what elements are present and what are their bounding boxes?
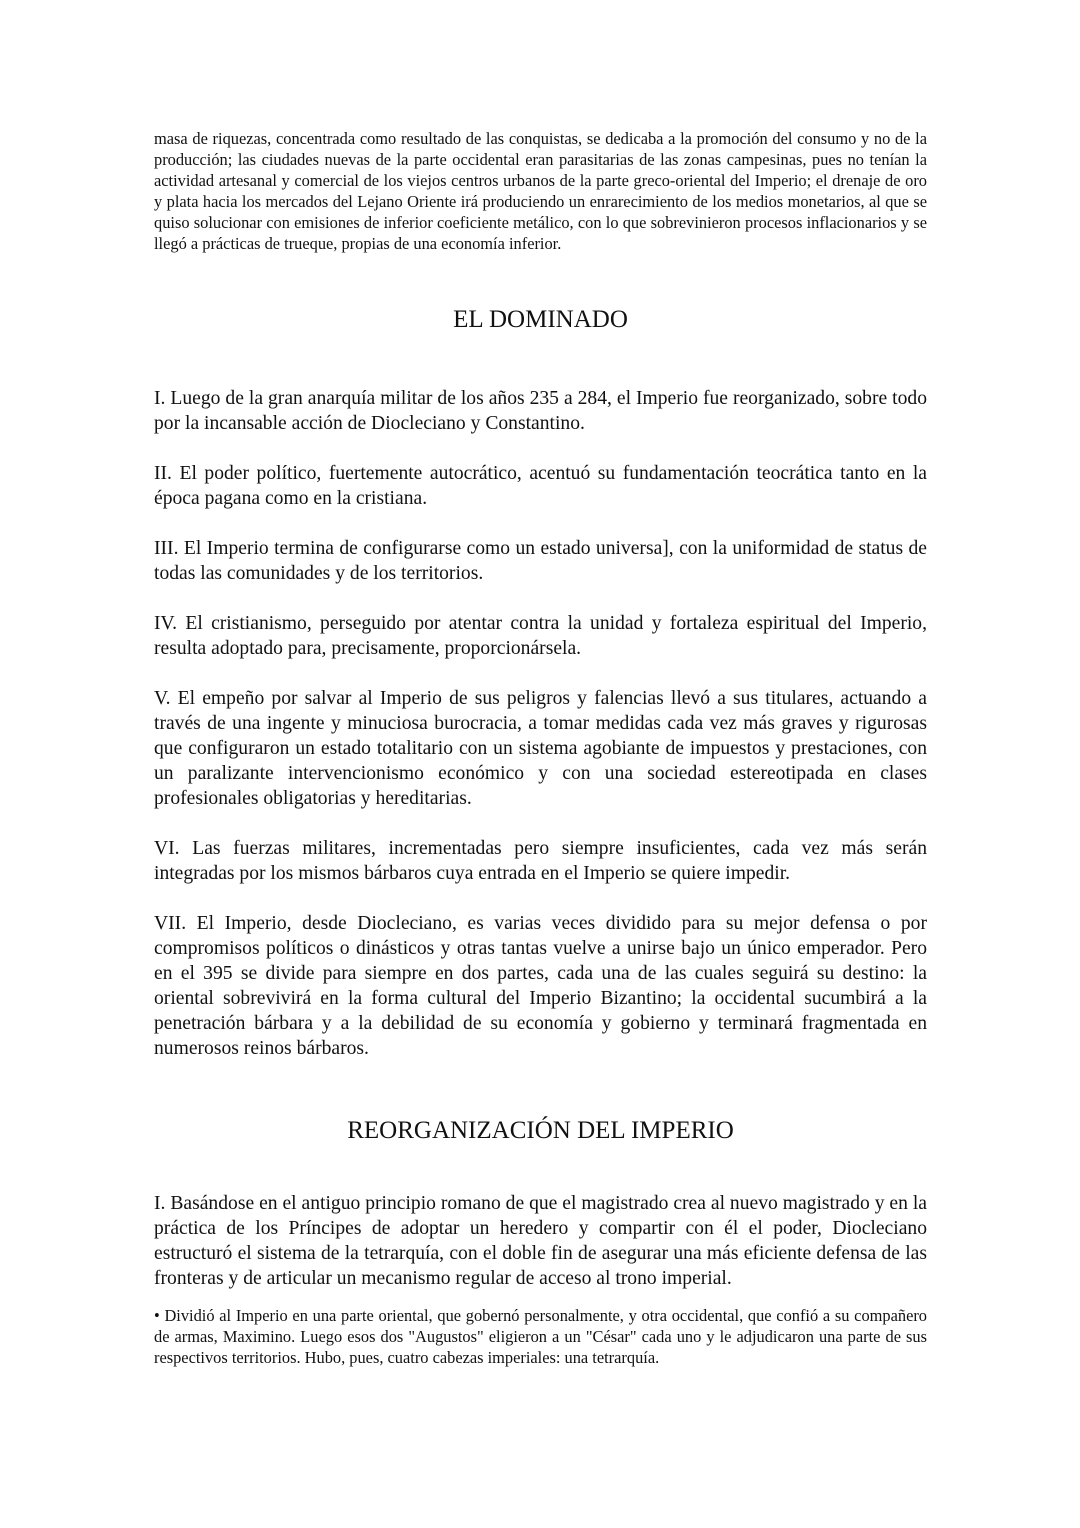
reorganizacion-note: • Dividió al Imperio en una parte oriental, que gobernó personalmente, y otra occidental, que confió a su compañero de armas, Maximino. Luego esos dos "Augustos" eligieron a un "César" cada uno y le adjudicaron una parte de sus respectivos territorios. Hubo, pues, cuatro cabezas imperiales: una tetrarquía.	[154, 1306, 927, 1367]
document-page	[154, 128, 927, 1368]
dominado-paragraph-3: III. El Imperio termina de configurarse como un estado universa], con la uniformidad de status de todas las comunidades y de los territorios.	[154, 538, 927, 584]
section-reorganizacion-body	[154, 1191, 927, 1368]
dominado-paragraph-7: VII. El Imperio, desde Diocleciano, es varias veces dividido para su mejor defensa o por compromisos políticos o dinásticos y otras tantas vuelve a unirse bajo un único emperador. Pero en el 395 se divide para siempre en dos partes, cada una de las cuales seguirá su destino: la oriental sobrevivirá en la forma cultural del Imperio Bizantino; la occidental sucumbirá a la penetración bárbara y a la debilidad de su economía y gobierno y terminará fragmentada en numerosos reinos bárbaros.	[154, 913, 927, 1059]
reorganizacion-paragraph-1: I. Basándose en el antiguo principio romano de que el magistrado crea al nuevo magistrado y en la práctica de los Príncipes de adoptar un heredero y compartir con él el poder, Diocleciano estructuró el sistema de la tetrarquía, con el doble fin de asegurar una más eficiente defensa de las fronteras y de articular un mecanismo regular de acceso al trono imperial.	[154, 1193, 927, 1289]
section-dominado-body	[154, 386, 927, 1061]
dominado-paragraph-4: IV. El cristianismo, perseguido por atentar contra la unidad y fortaleza espiritual del Imperio, resulta adoptado para, precisamente, proporcionársela.	[154, 613, 927, 659]
section-title-dominado: EL DOMINADO	[453, 306, 628, 333]
dominado-paragraph-6: VI. Las fuerzas militares, incrementadas pero siempre insuficientes, cada vez más serán integradas por los mismos bárbaros cuya entrada en el Imperio se quiere impedir.	[154, 838, 927, 884]
dominado-paragraph-1: I. Luego de la gran anarquía militar de los años 235 a 284, el Imperio fue reorganizado, sobre todo por la incansable acción de Diocleciano y Constantino.	[154, 388, 927, 434]
intro-paragraph: masa de riquezas, concentrada como resultado de las conquistas, se dedicaba a la promoción del consumo y no de la producción; las ciudades nuevas de la parte occidental eran parasitarias de las zonas campesinas, pues no tenían la actividad artesanal y comercial de los viejos centros urbanos de la parte greco-oriental del Imperio; el drenaje de oro y plata hacia los mercados del Lejano Oriente irá produciendo un enrarecimiento de los medios monetarios, al que se quiso solucionar con emisiones de inferior coeficiente metálico, con lo que sobrevinieron procesos inflacionarios y se llegó a prácticas de trueque, propias de una economía inferior.	[154, 129, 927, 253]
dominado-paragraph-5: V. El empeño por salvar al Imperio de sus peligros y falencias llevó a sus titulares, actuando a través de una ingente y minuciosa burocracia, a tomar medidas cada vez más graves y rigurosas que configuraron un estado totalitario con un sistema agobiante de impuestos y prestaciones, con un paralizante intervencionismo económico y con una sociedad estereotipada en clases profesionales obligatorias y hereditarias.	[154, 688, 927, 809]
dominado-paragraph-2: II. El poder político, fuertemente autocrático, acentuó su fundamentación teocrática tanto en la época pagana como en la cristiana.	[154, 463, 927, 509]
section-title-reorganizacion: REORGANIZACIÓN DEL IMPERIO	[347, 1117, 734, 1144]
